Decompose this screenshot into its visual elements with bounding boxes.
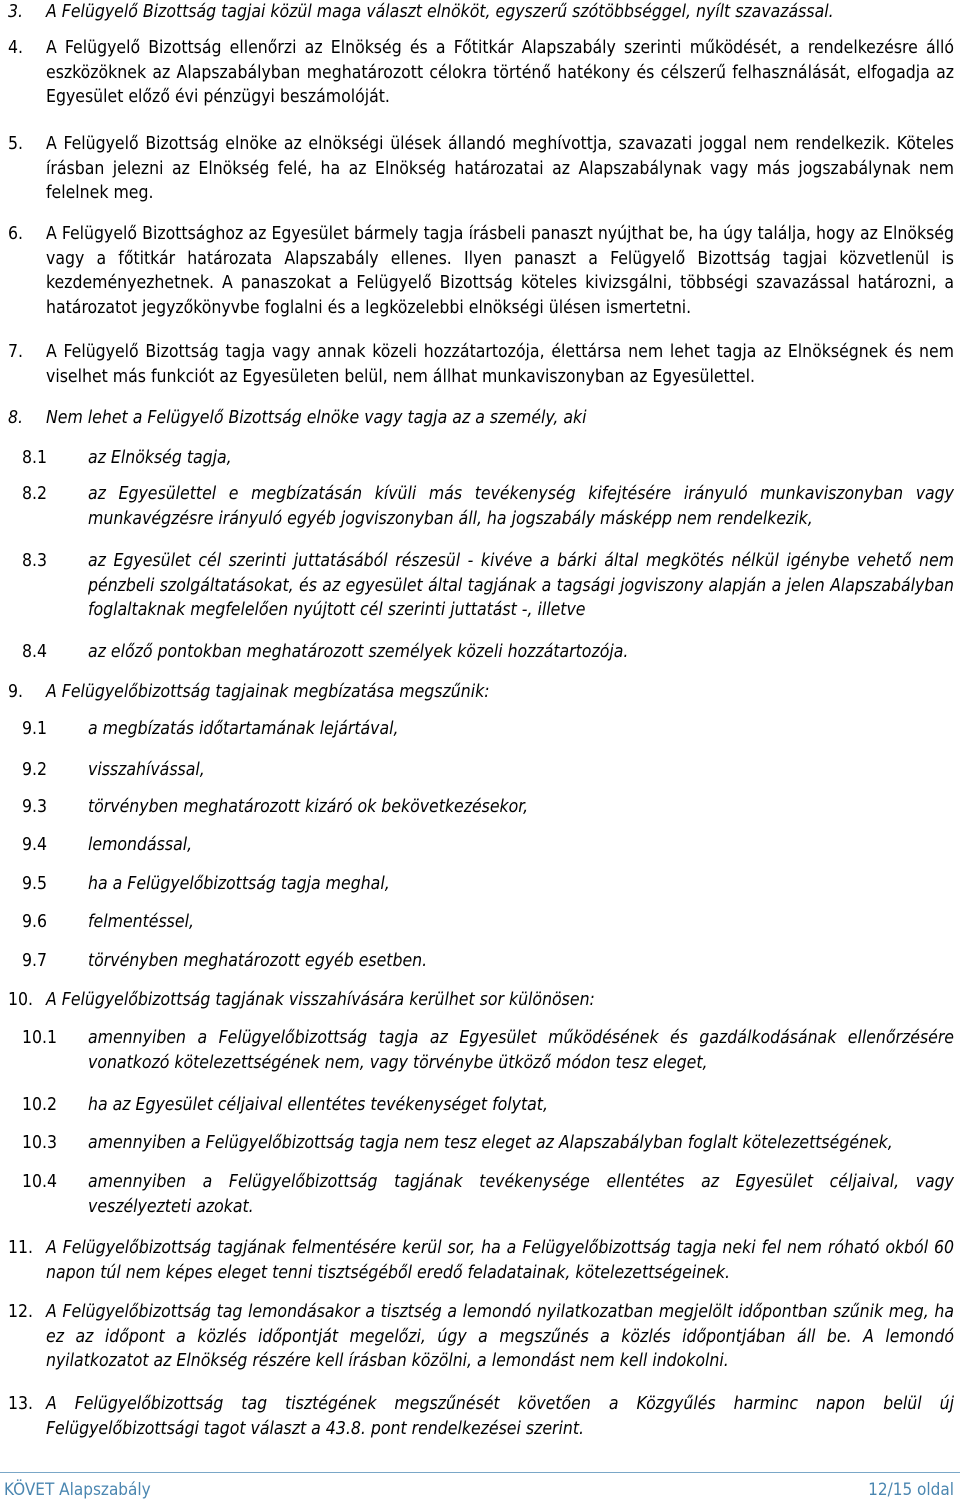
item-number: 10.2 <box>22 1095 58 1115</box>
item-text: A Felügyelő Bizottság tagjai közül maga választ elnököt, egyszerű szótöbbséggel, nyílt szavazással. <box>46 2 834 22</box>
item-number: 10.3 <box>22 1133 58 1153</box>
item-number: 11. <box>8 1238 34 1258</box>
item-number: 9. <box>8 682 24 702</box>
item-text: az Egyesülettel e megbízatásán kívüli más tevékenység kifejtésére irányuló munkaviszonyban vagy munkavégzésre irányuló egyéb jogviszonyban áll, ha jogszabály másképp nem rendelkezik, <box>88 484 954 529</box>
item-text: a megbízatás időtartamának lejártával, <box>88 719 399 739</box>
item-text: A Felügyelőbizottság tagjainak megbízatása megszűnik: <box>46 682 490 702</box>
item-number: 8.4 <box>22 642 48 662</box>
item-text: lemondással, <box>88 835 193 855</box>
footer-page-number: 12/15 oldal <box>868 1480 954 1500</box>
item-number: 5. <box>8 134 24 154</box>
item-text: amennyiben a Felügyelőbizottság tagjának tevékenysége ellentétes az Egyesület céljaival, vagy veszélyezteti azokat. <box>88 1172 954 1217</box>
item-number: 9.1 <box>22 719 48 739</box>
item-text: törvényben meghatározott egyéb esetben. <box>88 951 428 971</box>
item-number: 8. <box>8 408 24 428</box>
item-number: 6. <box>8 224 24 244</box>
item-number: 9.2 <box>22 760 48 780</box>
item-text: törvényben meghatározott kizáró ok bekövetkezésekor, <box>88 797 529 817</box>
item-text: A Felügyelőbizottság tag tisztégének megszűnését követően a Közgyűlés harminc napon belül új Felügyelőbizottsági tagot választ a 43.8. pont rendelkezései szerint. <box>46 1394 954 1439</box>
item-number: 9.7 <box>22 951 48 971</box>
item-text: az Elnökség tagja, <box>88 448 232 468</box>
item-text: A Felügyelőbizottság tagjának visszahívására kerülhet sor különösen: <box>46 990 595 1010</box>
item-text: A Felügyelő Bizottság elnöke az elnökségi ülések állandó meghívottja, szavazati joggal nem rendelkezik. Köteles írásban jelezni az Elnökség felé, ha az Elnökség határozatai az Alapszabálynak vagy más jogszabálynak nem felelnek meg. <box>46 134 954 203</box>
item-number: 9.5 <box>22 874 48 894</box>
item-text: ha az Egyesület céljaival ellentétes tevékenységet folytat, <box>88 1095 548 1115</box>
item-number: 10. <box>8 990 34 1010</box>
item-text: visszahívással, <box>88 760 205 780</box>
item-number: 9.3 <box>22 797 48 817</box>
item-text: felmentéssel, <box>88 912 194 932</box>
footer-document-title: KÖVET Alapszabály <box>4 1480 151 1500</box>
item-number: 8.3 <box>22 551 48 571</box>
item-text: Nem lehet a Felügyelő Bizottság elnöke vagy tagja az a személy, aki <box>46 408 587 428</box>
item-number: 13. <box>8 1394 34 1414</box>
item-number: 7. <box>8 342 24 362</box>
item-text: az előző pontokban meghatározott személyek közeli hozzátartozója. <box>88 642 629 662</box>
item-text: A Felügyelőbizottság tagjának felmentésére kerül sor, ha a Felügyelőbizottság tagja neki fel nem róható okból 60 napon túl nem képes eleget tenni tisztségéből eredő feladatainak, kötelezettségeinek. <box>46 1238 954 1283</box>
item-text: az Egyesület cél szerinti juttatásából részesül - kivéve a bárki által megkötés nélkül igénybe vehető nem pénzbeli szolgáltatásokat, és az egyesület által tagjának a tagsági jogviszony alapján a jelen Alapszabályban foglaltaknak megfelelően nyújtott cél szerinti juttatást -, illetve <box>88 551 954 620</box>
item-number: 10.4 <box>22 1172 58 1192</box>
item-text: amennyiben a Felügyelőbizottság tagja az Egyesület működésének és gazdálkodásának ellenőrzésére vonatkozó kötelezettségének nem, vagy törvénybe ütköző módon tesz eleget, <box>88 1028 954 1073</box>
item-text: A Felügyelő Bizottsághoz az Egyesület bármely tagja írásbeli panaszt nyújthat be, ha úgy találja, hogy az Elnökség vagy a főtitkár határozata Alapszabály ellenes. Ilyen panaszt a Felügyelő Bizottság tagjai közvetlenül is kezdeményezhetnek. A panaszokat a Felügyelő Bizottság köteles kivizsgálni, többségi szavazással határozni, a határozatot jegyzőkönyvbe foglalni és a legközelebbi elnökségi ülésen ismertetni. <box>46 224 954 318</box>
item-number: 8.2 <box>22 484 48 504</box>
item-number: 4. <box>8 38 24 58</box>
item-number: 9.6 <box>22 912 48 932</box>
item-text: A Felügyelő Bizottság ellenőrzi az Elnökség és a Főtitkár Alapszabály szerinti működését, a rendelkezésre álló eszközöknek az Alapszabályban meghatározott célokra történő hatékony és célszerű felhasználását, elfogadja az Egyesület előző évi pénzügyi beszámolóját. <box>46 38 954 107</box>
item-text: ha a Felügyelőbizottság tagja meghal, <box>88 874 390 894</box>
item-number: 8.1 <box>22 448 48 468</box>
item-number: 10.1 <box>22 1028 58 1048</box>
item-number: 12. <box>8 1302 34 1322</box>
item-text: amennyiben a Felügyelőbizottság tagja nem tesz eleget az Alapszabályban foglalt kötelezettségének, <box>88 1133 893 1153</box>
page-footer <box>0 1472 960 1505</box>
item-number: 3. <box>8 2 24 22</box>
item-text: A Felügyelőbizottság tag lemondásakor a tisztség a lemondó nyilatkozatban megjelölt időpontban szűnik meg, ha ez az időpont a közlés időpontját megelőzi, úgy a megszűnés a közlés időpontjában áll be. A lemondó nyilatkozatot az Elnökség részére kell írásban közölni, a lemondást nem kell indokolni. <box>46 1302 954 1371</box>
item-number: 9.4 <box>22 835 48 855</box>
item-text: A Felügyelő Bizottság tagja vagy annak közeli hozzátartozója, élettársa nem lehet tagja az Elnökségnek és nem viselhet más funkciót az Egyesületen belül, nem állhat munkaviszonyban az Egyesülettel. <box>46 342 954 387</box>
